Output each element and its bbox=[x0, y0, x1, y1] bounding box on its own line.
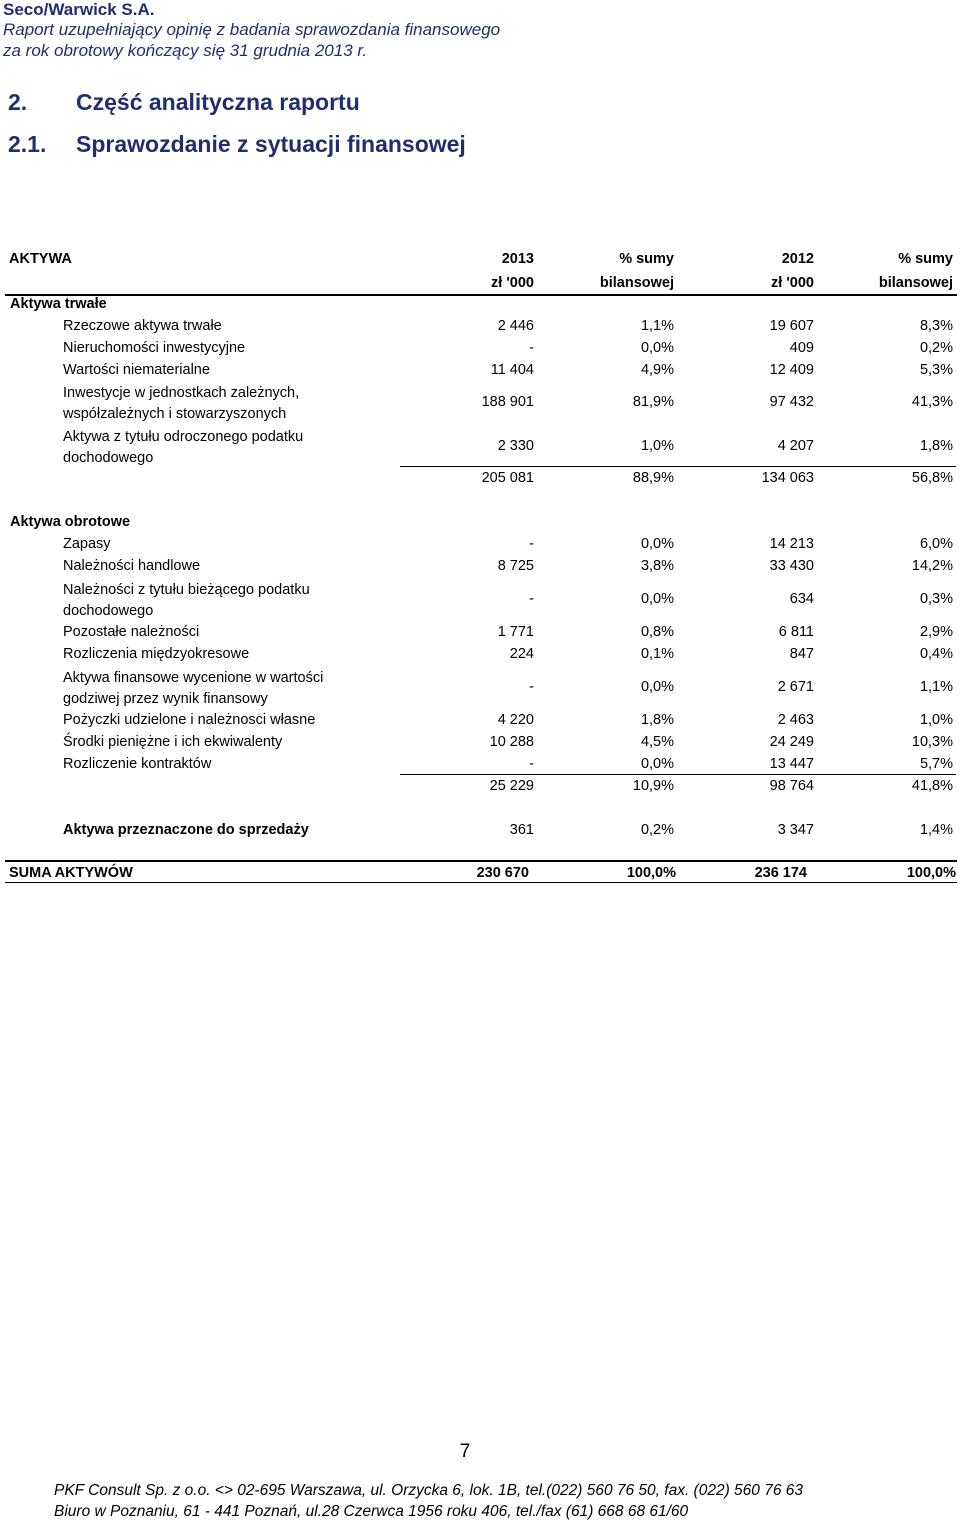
row-label: Rozliczenia międzyokresowe bbox=[63, 646, 250, 662]
row-label-line2: współzależnych i stowarzyszonych bbox=[63, 406, 287, 422]
pct-2012: 1,0% bbox=[919, 712, 953, 728]
value-2013: - bbox=[529, 756, 534, 772]
row-label: Wartości niematerialne bbox=[63, 362, 210, 378]
pct-2012: 56,8% bbox=[911, 470, 953, 486]
total-bottom-rule bbox=[5, 882, 957, 883]
value-2013: 230 670 bbox=[476, 865, 529, 881]
value-2013: 224 bbox=[509, 646, 534, 662]
group-heading-fixed-assets bbox=[0, 293, 960, 315]
report-subtitle-line1: Raport uzupełniający opinię z badania sprawozdania finansowego bbox=[3, 20, 501, 39]
row-label: Należności handlowe bbox=[63, 558, 201, 574]
table-row bbox=[0, 731, 960, 753]
row-label-line2: godziwej przez wynik finansowy bbox=[63, 691, 268, 707]
pct-2012: 14,2% bbox=[911, 558, 953, 574]
table-row bbox=[0, 582, 960, 619]
pct-2013: 81,9% bbox=[632, 394, 674, 410]
table-row bbox=[0, 753, 960, 775]
col-2013-year: 2013 bbox=[501, 251, 534, 267]
pct-2012: 1,8% bbox=[919, 438, 953, 454]
table-row bbox=[0, 337, 960, 359]
pct-2012: 10,3% bbox=[911, 734, 953, 750]
value-2012: 3 347 bbox=[777, 822, 814, 838]
row-label bbox=[63, 580, 310, 622]
row-label bbox=[63, 427, 303, 469]
value-2012: 97 432 bbox=[769, 394, 814, 410]
pct-2013: 100,0% bbox=[626, 865, 676, 881]
pct-2012: 41,8% bbox=[911, 778, 953, 794]
value-2013: 10 288 bbox=[489, 734, 534, 750]
value-2012: 847 bbox=[789, 646, 814, 662]
pct-2012: 41,3% bbox=[911, 394, 953, 410]
col-2012-pct-header: % sumy bbox=[898, 251, 953, 267]
row-label-line1: Aktywa z tytułu odroczonego podatku bbox=[63, 429, 304, 445]
pct-2013: 0,0% bbox=[640, 536, 674, 552]
value-2013: - bbox=[529, 340, 534, 356]
section-number: 2.1. bbox=[8, 131, 47, 157]
section-heading-2 bbox=[8, 89, 360, 116]
value-2012: 13 447 bbox=[769, 756, 814, 772]
section-title: Sprawozdanie z sytuacji finansowej bbox=[76, 131, 466, 157]
pct-2013: 1,0% bbox=[640, 438, 674, 454]
value-2013: - bbox=[529, 591, 534, 607]
row-label-line1: Inwestycje w jednostkach zależnych, bbox=[63, 385, 300, 401]
col-2013-unit: zł '000 bbox=[491, 275, 534, 291]
table-row bbox=[0, 670, 960, 707]
value-2013: 361 bbox=[509, 822, 534, 838]
pct-2012: 8,3% bbox=[919, 318, 953, 334]
table-row bbox=[0, 533, 960, 555]
row-label-line1: Aktywa finansowe wycenione w wartości bbox=[63, 670, 324, 686]
value-2012: 409 bbox=[789, 340, 814, 356]
row-label: Rozliczenie kontraktów bbox=[63, 756, 212, 772]
pct-2012: 0,3% bbox=[919, 591, 953, 607]
row-label: Aktywa przeznaczone do sprzedaży bbox=[63, 822, 309, 838]
row-label bbox=[63, 668, 323, 710]
report-subtitle-line2: za rok obrotowy kończący się 31 grudnia 2013 r. bbox=[3, 41, 368, 60]
value-2012: 12 409 bbox=[769, 362, 814, 378]
table-row-held-for-sale bbox=[0, 819, 960, 841]
footer-line1: PKF Consult Sp. z o.o. <> 02-695 Warszawa, ul. Orzycka 6, lok. 1B, tel.(022) 560 76 50, fax. (022) 560 76 63 bbox=[54, 1482, 804, 1499]
row-label: Pożyczki udzielone i należnosci własne bbox=[63, 712, 316, 728]
value-2012: 6 811 bbox=[778, 624, 814, 640]
section-heading-2-1 bbox=[8, 131, 466, 158]
pct-2012: 1,4% bbox=[919, 822, 953, 838]
table-row bbox=[0, 555, 960, 577]
pct-2012: 2,9% bbox=[919, 624, 953, 640]
row-label: SUMA AKTYWÓW bbox=[9, 865, 133, 881]
page-number: 7 bbox=[459, 1441, 471, 1462]
value-2012: 98 764 bbox=[769, 778, 814, 794]
pct-2013: 88,9% bbox=[632, 470, 674, 486]
pct-2012: 5,7% bbox=[919, 756, 953, 772]
value-2012: 134 063 bbox=[761, 470, 814, 486]
row-label: Aktywa trwałe bbox=[10, 296, 107, 312]
table-row bbox=[0, 709, 960, 731]
row-label bbox=[63, 383, 299, 425]
col-2012-unit: zł '000 bbox=[771, 275, 814, 291]
value-2012: 2 671 bbox=[777, 679, 814, 695]
pct-2013: 3,8% bbox=[640, 558, 674, 574]
value-2012: 4 207 bbox=[777, 438, 814, 454]
value-2012: 236 174 bbox=[754, 865, 807, 881]
pct-2013: 0,0% bbox=[640, 756, 674, 772]
row-label-line2: dochodowego bbox=[63, 603, 154, 619]
table-title: AKTYWA bbox=[9, 251, 72, 267]
value-2012: 24 249 bbox=[769, 734, 814, 750]
pct-2013: 10,9% bbox=[632, 778, 674, 794]
pct-2013: 0,8% bbox=[640, 624, 674, 640]
row-label-line1: Należności z tytułu bieżącego podatku bbox=[63, 582, 310, 598]
value-2012: 19 607 bbox=[769, 318, 814, 334]
table-row bbox=[0, 359, 960, 381]
table-row bbox=[0, 429, 960, 466]
value-2013: 188 901 bbox=[481, 394, 534, 410]
table-row bbox=[0, 385, 960, 422]
pct-2013: 0,0% bbox=[640, 340, 674, 356]
col-2013-pct-header: % sumy bbox=[619, 251, 674, 267]
pct-2013: 0,1% bbox=[640, 646, 674, 662]
subtotal-row-current-assets bbox=[0, 775, 960, 797]
value-2012: 14 213 bbox=[769, 536, 814, 552]
table-row bbox=[0, 643, 960, 665]
pct-2013: 4,5% bbox=[640, 734, 674, 750]
pct-2013: 1,8% bbox=[640, 712, 674, 728]
value-2013: - bbox=[529, 536, 534, 552]
value-2013: 205 081 bbox=[481, 470, 534, 486]
pct-2012: 0,2% bbox=[919, 340, 953, 356]
footer-line2: Biuro w Poznaniu, 61 - 441 Poznań, ul.28 Czerwca 1956 roku 406, tel./fax (61) 668 68 61/60 bbox=[54, 1503, 689, 1520]
value-2013: 2 446 bbox=[497, 318, 534, 334]
row-label-line2: dochodowego bbox=[63, 450, 154, 466]
row-label: Pozostałe należności bbox=[63, 624, 200, 640]
row-label: Rzeczowe aktywa trwałe bbox=[63, 318, 222, 334]
pct-2013: 0,0% bbox=[640, 679, 674, 695]
pct-2013: 0,0% bbox=[640, 591, 674, 607]
value-2013: 11 404 bbox=[490, 362, 534, 378]
pct-2012: 1,1% bbox=[919, 679, 953, 695]
value-2012: 2 463 bbox=[777, 712, 814, 728]
col-2012-year: 2012 bbox=[781, 251, 814, 267]
value-2013: 25 229 bbox=[489, 778, 534, 794]
pct-2012: 100,0% bbox=[906, 865, 956, 881]
row-label: Zapasy bbox=[63, 536, 111, 552]
value-2012: 634 bbox=[789, 591, 814, 607]
value-2013: 4 220 bbox=[497, 712, 534, 728]
row-label: Środki pieniężne i ich ekwiwalenty bbox=[63, 734, 283, 750]
value-2013: 2 330 bbox=[497, 438, 534, 454]
value-2013: - bbox=[529, 679, 534, 695]
pct-2013: 4,9% bbox=[640, 362, 674, 378]
pct-2012: 6,0% bbox=[919, 536, 953, 552]
value-2013: 1 771 bbox=[497, 624, 534, 640]
value-2012: 33 430 bbox=[769, 558, 814, 574]
total-assets-row bbox=[0, 862, 960, 884]
value-2013: 8 725 bbox=[497, 558, 534, 574]
section-title: Część analityczna raportu bbox=[76, 89, 360, 115]
pct-2012: 5,3% bbox=[919, 362, 953, 378]
row-label: Nieruchomości inwestycyjne bbox=[63, 340, 246, 356]
subtotal-row-fixed-assets bbox=[0, 467, 960, 489]
pct-2013: 1,1% bbox=[640, 318, 674, 334]
table-row bbox=[0, 621, 960, 643]
section-number: 2. bbox=[8, 89, 28, 115]
col-2013-pct-header-sub: bilansowej bbox=[599, 275, 674, 291]
pct-2013: 0,2% bbox=[640, 822, 674, 838]
col-2012-pct-header-sub: bilansowej bbox=[878, 275, 953, 291]
company-name: Seco/Warwick S.A. bbox=[3, 0, 155, 19]
table-row bbox=[0, 315, 960, 337]
pct-2012: 0,4% bbox=[919, 646, 953, 662]
row-label: Aktywa obrotowe bbox=[10, 514, 131, 530]
group-heading-current-assets bbox=[0, 511, 960, 533]
